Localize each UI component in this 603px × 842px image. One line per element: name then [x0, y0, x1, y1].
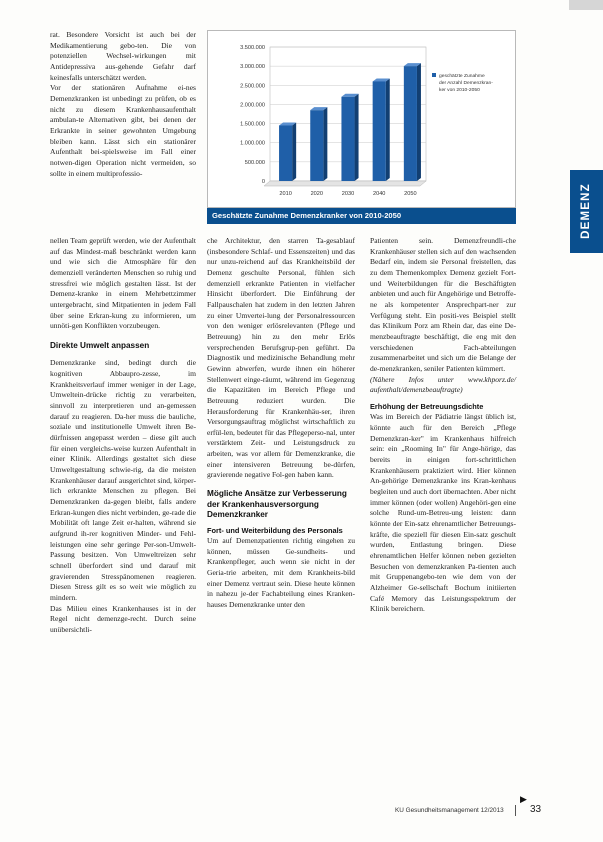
chart-floor [261, 179, 426, 186]
y-tick-label: 3.000.000 [240, 64, 265, 71]
section-tab [570, 170, 603, 253]
subheading: Fort- und Weiterbildung des Personals [207, 525, 343, 535]
continue-arrow-icon: ▶ [520, 795, 527, 805]
x-tick-label: 2040 [372, 191, 386, 197]
bar [310, 110, 323, 181]
paragraph: Demenzkranke sind, bedingt durch die kognitiven Abbaupro-zesse, im Krankheitsverlauf immer weniger in der Lage, Umweltein-drücke richtig zu verarbeiten, sinnvoll zu interpretieren und an-gemessen darauf zu reagieren. Da-her muss die bauliche, soziale und institutionelle Umwelt ihren Be-dürfnissen angepasst werden – diese gilt auch für einen vergleichs-weise kurzen Aufenthalt in einer Klinik. Allerdings gestaltet sich diese Umweltgestaltung schwie-rig, da die meisten Krankenhäuser darauf ausgerichtet sind, körper-lich erkrankte Menschen zu pflegen. Bei Demenzkranken da-gegen bleibt, falls andere Erkran-kungen dies nicht verbinden, ge-rade die Mobilität oft lange Zeit er-halten, während sie aufgrund ih-rer kognitiven Minder- und Fehl-leistungen eine sehr geringe Per-son-Umwelt-Passung besitzen. Von Umweltreizen sehr schnell überfordert sind und darauf mit gravierenden Stresspänomenen reagieren. Diesen Stress gilt es so weit wie möglich zu mindern. [50, 358, 196, 602]
paragraph: che Architektur, den starren Ta-gesablauf (insbesondere Schlaf- und Essenszeiten) und das nur unzu-reichend auf das Krankheitsbild der Demenz geschulte Personal, fühlen sich demenziell erkrankte Patienten in vielfacher Hinsicht überfordert. Die Einführung der Fallpauschalen hat zudem in den letzten Jahren zu einer Umvertei-lung der Personalressourcen von den weniger erlösrelevanten (Pflege und Betreuung) hin zu den mehr Erlös versprechenden Berufsgrup-pen geführt. Da Diagnostik und medizinische Behandlung mehr Gewinn abwerfen, wurde ihnen ein höherer Stellenwert einge-räumt, während im Gegenzug die Kapazitäten im Bereich Pflege und Betreuung reduziert wurden. Die Herausforderung für Krankenhäu-ser, ihren Versorgungsauftrag möglichst wirtschaftlich zu erfül-len, bedeutet für das Pflegeperso-nal, unter verstärktem Zeit- und Leistungsdruck zu arbeiten, was vor allem für Demenzkranke, die einer intensiveren Betreuung be-dürfen, gravierende negative Fol-gen haben kann. [207, 236, 355, 480]
paragraph: rat. Besondere Vorsicht ist auch bei der Medikamentierung gebo-ten. Die von potenziellen Wechsel-wirkungen mit Antidepressiva aus-gehende Gefahr darf keinesfalls unterschätzt werden. [50, 30, 196, 82]
bar-side [323, 107, 327, 181]
page-number: 33 [530, 804, 542, 815]
paragraph: Was im Bereich der Pädiatrie längst üblich ist, könnte auch für den Bereich „Pflege Demenzkran-ker" im Krankenhaus hilfreich sein: ein „Rooming In" für Ange-hörige, das bereits in einigen fort-schrittlichen Krankenhäusern praktiziert wird. Hier können An-gehörige Demenzkranke ins Kran-kenhaus begleiten und auch dort übernachten. Aber nicht immer können (oder wollen) Angehöri-gen eine solche Rund-um-Betreu-ung leisten: dann könnte der Ein-satz ehrenamtlicher Betreuungs-kräfte, die speziell für diesen Ein-satz geschult wurden, Entlastung bringen. Diese ehrenamtlichen Helfer können neben gezielten Besuchen von demenzkranken Pa-tienten auch mit Gruppenangebo-ten wie dem von der Alzheimer Ge-sellschaft Bochum initiierten Café Memory das Leistungsspektrum der Klinik bereichern. [370, 412, 516, 614]
paragraph: Das Milieu eines Krankenhauses ist in der Regel nicht demenzge-recht. Durch seine unübersichtli- [50, 603, 196, 634]
bar [373, 81, 386, 181]
paragraph: Vor der stationären Aufnahme ei-nes Demenzkranken ist unbedingt zu prüfen, ob es nicht zu diesem Krankenhausaufenthalt ambulan-te Alternativen gibt, bei denen der Erkrankte in seiner gewohnten Umgebung bleiben kann. Lässt sich ein stationärer Aufenthalt bei-spielsweise im Fall einer notwen-digen Operation nicht vermeiden, so sollte in einem multiprofessio- [50, 83, 196, 178]
bar-side [417, 63, 421, 181]
column-1-top [50, 30, 196, 179]
bar [341, 97, 354, 181]
y-tick-label: 3.500.000 [240, 45, 265, 51]
x-tick-label: 2010 [279, 191, 292, 197]
y-tick-label: 1.000.000 [240, 140, 265, 147]
bar-side [292, 122, 296, 181]
paragraph: Patienten sein. Demenzfreundli-che Krankenhäuser stellen sich auf den wachsenden Bedarf ein, indem sie Personal freistellen, das zu dem Themenkomplex Demenz gezielt Fort- und Weiterbildungen für die Beschäftigten anbieten und auch für Angehörige und Betroffe-ne als kompetenter Ansprechpart-ner zur Verfügung steht. Ein positi-ves Beispiel stellt das Klinikum Porz am Rhein dar, das eine De-menzbeauftragte beschäftigt, die eng mit den verschiedenen Fach-abteilungen zusammenarbeitet und sich um die Belange der de-menzkranken, seniler Patienten kümmert. [370, 236, 516, 373]
column-1-bottom [50, 236, 196, 635]
column-2 [207, 236, 355, 611]
column-3 [370, 236, 516, 615]
y-tick-label: 1.500.000 [240, 121, 265, 128]
bar-chart [208, 31, 517, 209]
bar [404, 66, 417, 181]
x-tick-label: 2020 [310, 191, 324, 197]
legend-swatch [432, 73, 436, 77]
section-tab-label: DEMENZ [580, 183, 592, 239]
paragraph: Um auf Demenzpatienten richtig eingehen zu können, müssen Ge-sundheits- und Krankenpfleger, auch wenn sie nicht in der Geria-trie arbeiten, mit dem Krankheits-bild einer Demenz vertraut sein. Diese heute können in nahezu je-der Fachabteilung eines Kranken-hauses Demenzkranke unter den [207, 536, 355, 610]
x-tick-label: 2050 [404, 191, 417, 197]
chart-figure [207, 30, 516, 228]
paragraph: nellen Team geprüft werden, wie der Aufenthalt auf das Mindest-maß beschränkt werden kann und wie sich die Atmosphäre für den demenziell veränderten Menschen so ruhig und stressfrei wie möglich gestalten lässt. Ist der Demenz-kranke in einem Mehrbettzimmer untergebracht, sind Mitpatienten in jedem Fall über seine Erkran-kung zu informieren, um unnöti-gen Konflikten vorzubeugen. [50, 236, 196, 331]
x-tick-label: 2030 [341, 191, 355, 197]
figure-caption: Geschätzte Zunahme Demenzkranker von 2010-2050 [212, 211, 402, 220]
legend-label: geschätzte Zunahme [439, 74, 485, 79]
page-corner-mark [569, 0, 603, 10]
subheading: Erhöhung der Betreuungsdichte [370, 401, 484, 411]
caption-bar [207, 208, 516, 224]
y-tick-label: 2.000.000 [240, 102, 265, 109]
y-tick-label: 0 [261, 179, 265, 185]
legend-label: ker von 2010-2050 [439, 88, 480, 93]
bar-side [386, 78, 390, 181]
y-tick-label: 500.000 [244, 159, 265, 166]
footer-journal: KU Gesundheitsmanagement 12/2013 [395, 807, 504, 814]
source-note: (Nähere Infos unter www.khporz.de/ aufenthalt/demenzbeauftragte) [370, 374, 516, 395]
chart-frame [207, 30, 516, 208]
footer-divider [515, 805, 516, 816]
bar-side [355, 94, 359, 181]
section-heading: Mögliche Ansätze zur Verbesserung der Krankenhausversorgung Demenzkranker [207, 489, 347, 520]
section-heading: Direkte Umwelt anpassen [50, 340, 150, 350]
bar [279, 125, 292, 181]
legend-label: der Anzahl Demenzkran- [439, 81, 493, 86]
y-tick-label: 2.500.000 [240, 83, 265, 90]
